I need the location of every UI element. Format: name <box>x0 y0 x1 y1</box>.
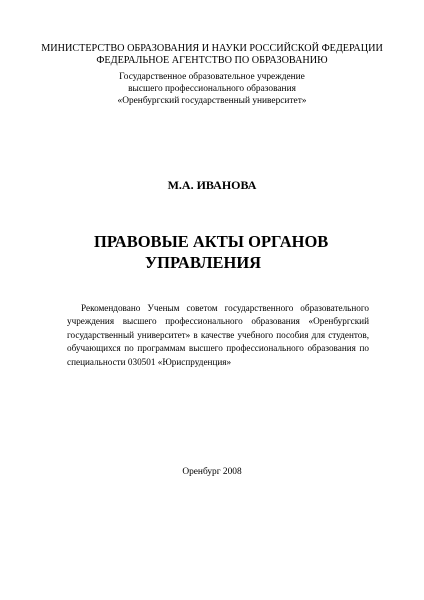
institution-level: высшего профессионального образования <box>128 84 296 94</box>
publication-place-year: Оренбург 2008 <box>182 467 242 477</box>
ministry-name: МИНИСТЕРСТВО ОБРАЗОВАНИЯ И НАУКИ РОССИЙСКОЙ ФЕДЕРАЦИИ <box>41 43 383 54</box>
institution-type: Государственное образовательное учреждение <box>119 72 305 82</box>
book-title-line-1: ПРАВОВЫЕ АКТЫ ОРГАНОВ <box>94 232 329 251</box>
institution-name: «Оренбургский государственный университет» <box>117 96 307 106</box>
agency-name: ФЕДЕРАЛЬНОЕ АГЕНТСТВО ПО ОБРАЗОВАНИЮ <box>96 55 328 66</box>
author-name: М.А. ИВАНОВА <box>167 178 257 192</box>
book-title-line-2: УПРАВЛЕНИЯ <box>145 253 262 272</box>
recommendation-text: Рекомендовано Ученым советом государственного образовательного учреждения высшего профессионального образования «Оренбургский государственный университет» в качестве учебного пособия для студентов, обучающихся по программам высшего профессионального образования по специальности 030501 «Юриспруденция» <box>67 303 369 367</box>
